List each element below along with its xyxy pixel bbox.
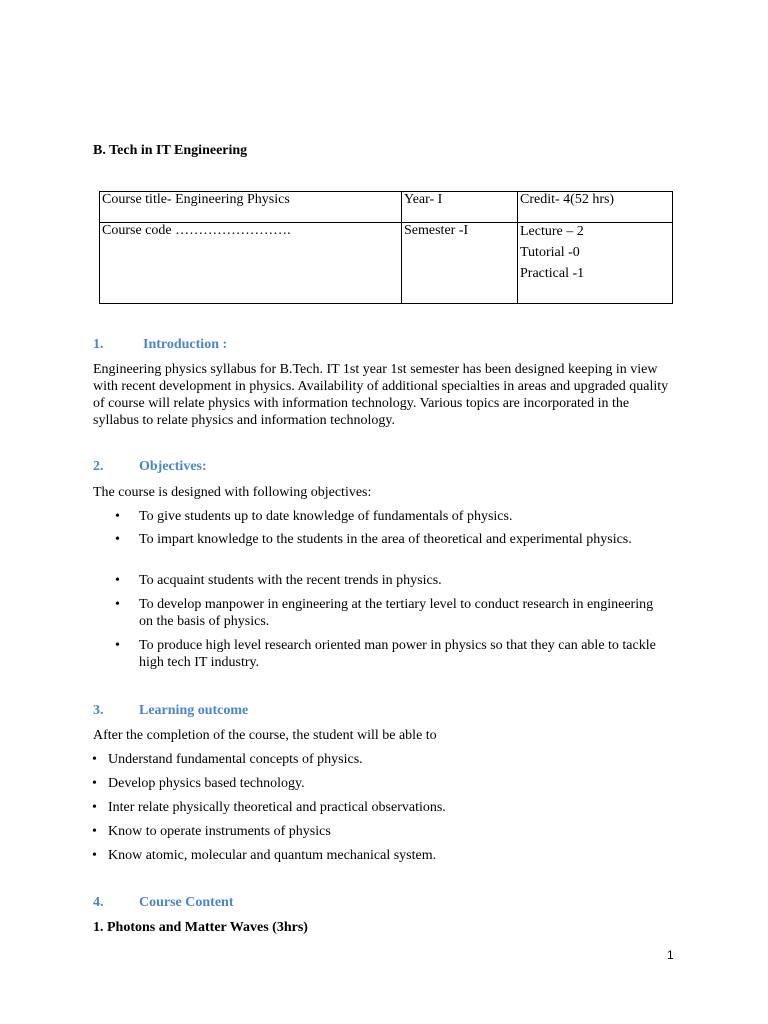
list-item: • Know atomic, molecular and quantum mechanical system. [92, 848, 437, 863]
unit-title: 1. Photons and Matter Waves (3hrs) [93, 920, 308, 935]
bullet-icon: • [115, 597, 120, 612]
course-code-cell: Course code ……………………. [100, 223, 402, 304]
page-title: B. Tech in IT Engineering [93, 143, 248, 158]
section-heading-course-content [93, 895, 234, 911]
course-title-cell: Course title- Engineering Physics [100, 192, 402, 223]
section-title: Objectives: [139, 459, 207, 474]
list-item: • Develop physics based technology. [92, 776, 305, 791]
list-item: • To produce high level research oriented man power in physics so that they can able to tackle high tech IT industry. [115, 638, 656, 670]
bullet-icon: • [115, 573, 120, 588]
section-number: 3. [93, 703, 104, 718]
section-title: Course Content [139, 895, 234, 910]
objectives-lead: The course is designed with following objectives: [93, 485, 372, 500]
tutorial-hours: Tutorial -0 [520, 245, 580, 260]
section-title: Learning outcome [139, 703, 249, 718]
bullet-icon: • [92, 848, 97, 863]
list-item: • To develop manpower in engineering at the tertiary level to conduct research in engineering on the basis of physics. [115, 597, 654, 629]
lecture-hours: Lecture – 2 [520, 224, 584, 239]
bullet-icon: • [115, 509, 120, 524]
page-number: 1 [667, 948, 674, 962]
objectives-list [115, 508, 669, 671]
section-number: 2. [93, 459, 104, 474]
semester-cell: Semester -I [402, 223, 518, 304]
table-row [100, 223, 673, 304]
section-number: 4. [93, 895, 104, 910]
course-table [99, 191, 673, 304]
section-number: 1. [93, 337, 104, 352]
section-title: Introduction : [143, 337, 228, 352]
table-row [100, 192, 673, 223]
outcome-list [92, 751, 668, 871]
bullet-icon: • [115, 638, 120, 653]
list-item: • Inter relate physically theoretical and practical observations. [92, 800, 446, 815]
bullet-icon: • [115, 532, 120, 547]
list-item: • To acquaint students with the recent trends in physics. [115, 573, 442, 588]
credit-cell: Credit- 4(52 hrs) [518, 192, 673, 223]
list-item: • To impart knowledge to the students in the area of theoretical and experimental physics. [115, 532, 632, 547]
list-item: • Know to operate instruments of physics [92, 824, 331, 839]
outcome-lead: After the completion of the course, the student will be able to [93, 728, 437, 743]
section-heading-objectives [93, 459, 207, 475]
list-item: • To give students up to date knowledge of fundamentals of physics. [115, 509, 513, 524]
section-heading-learning-outcome [93, 703, 248, 719]
bullet-icon: • [92, 800, 97, 815]
introduction-paragraph: Engineering physics syllabus for B.Tech. IT 1st year 1st semester has been designed keeping in view with recent development in physics. Availability of additional specialties in areas and upgraded quality of course will relate physics with information technology. Various topics are incorporated in the syllabus to relate physics and information technology. [93, 362, 669, 428]
section-heading-introduction [93, 337, 227, 353]
year-cell: Year- I [402, 192, 518, 223]
bullet-icon: • [92, 776, 97, 791]
bullet-icon: • [92, 752, 97, 767]
bullet-icon: • [92, 824, 97, 839]
practical-hours: Practical -1 [520, 266, 585, 281]
list-item: • Understand fundamental concepts of physics. [92, 752, 363, 767]
hours-cell [518, 223, 673, 304]
